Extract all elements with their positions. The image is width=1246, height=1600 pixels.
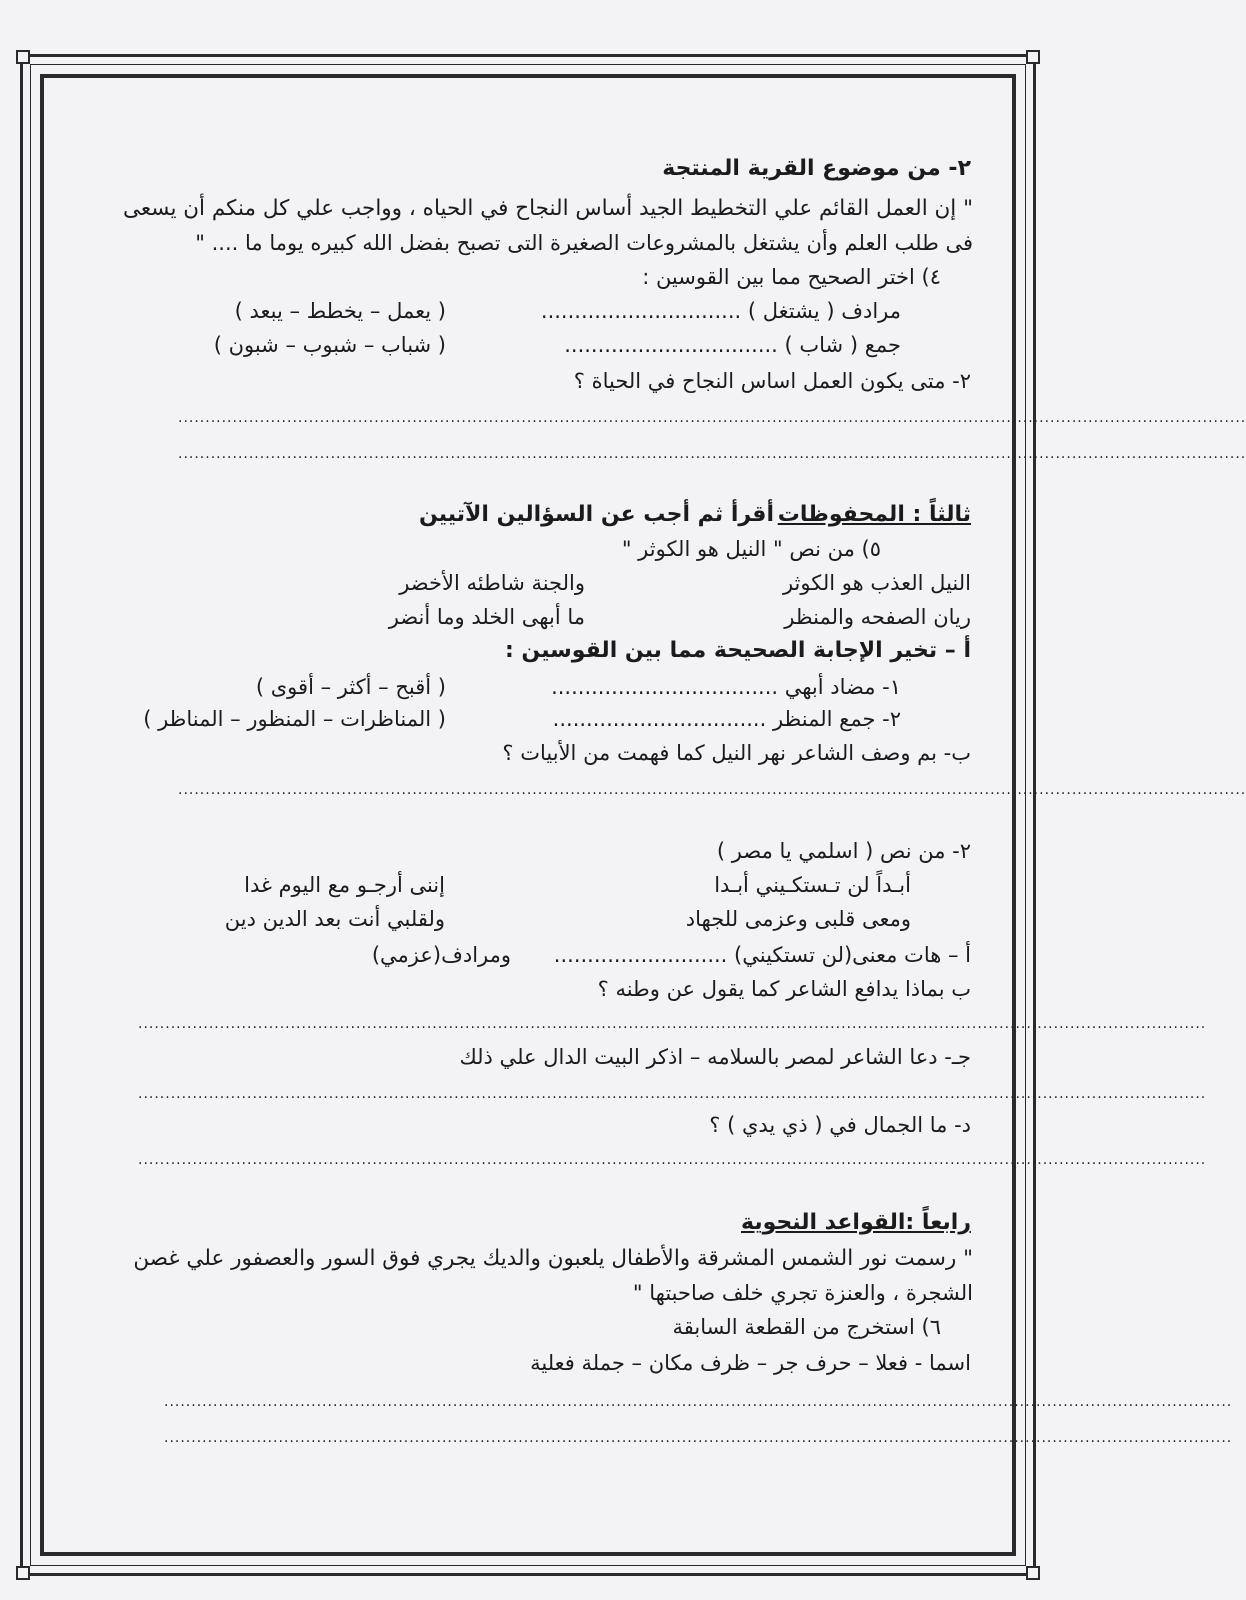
answer-line: .................................................................................................................................................................................................... [164, 1430, 1233, 1446]
question2-source: ٢- من نص ( اسلمي يا مصر ) [716, 839, 971, 863]
question4-item1: مرادف ( يشتغل ) .............................. [540, 299, 901, 323]
section1-passage-line2: فى طلب العلم وأن يشتغل بالمشروعات الصغيرة التى تصبح بفضل الله كبيره يوما ما .... " [195, 231, 973, 255]
question2-prompt: ٢- متى يكون العمل اساس النجاح في الحياة ؟ [573, 369, 971, 393]
section4-heading: رابعاً :القواعد النحوية [740, 1210, 971, 1235]
question4-item2: جمع ( شاب ) ................................ [564, 333, 901, 357]
question4-prompt: ٤) اختر الصحيح مما بين القوسين : [642, 265, 941, 289]
question5-source: ٥) من نص " النيل هو الكوثر " [621, 537, 881, 561]
question2-a-synonym: ومرادف(عزمي) [371, 943, 511, 967]
question6-items: اسما - فعلا – حرف جر – ظرف مكان – جملة فعلية [530, 1351, 971, 1375]
poem2-line1-left: إننى أرجـو مع اليوم غدا [244, 873, 445, 897]
poem2-line2-left: ولقلبي أنت بعد الدين دين [224, 907, 445, 931]
question6-prompt: ٦) استخرج من القطعة السابقة [672, 1315, 941, 1339]
subquestion-a-item2: ٢- جمع المنظر ................................ [552, 707, 901, 731]
answer-line: .................................................................................................................................................................................................... [138, 1086, 1207, 1102]
section1-passage-line1: " إن العمل القائم علي التخطيط الجيد أساس النجاح في الحياه ، وواجب علي كل منكم أن يسعى [122, 196, 973, 221]
section4-passage-line2: الشجرة ، والعنزة تجري خلف صاحبتها " [632, 1281, 973, 1305]
border-corner-bottom-right [1026, 1566, 1040, 1580]
answer-line: .................................................................................................................................................................................................... [164, 1394, 1233, 1410]
question2-c: جـ- دعا الشاعر لمصر بالسلامه – اذكر البيت الدال علي ذلك [459, 1045, 971, 1069]
question2-d: د- ما الجمال في ( ذي يدي ) ؟ [709, 1113, 971, 1137]
section1-heading: ٢- من موضوع القرية المنتجة [662, 156, 971, 181]
answer-line: .................................................................................................................................................................................................... [178, 410, 1246, 426]
poem2-line1-right: أبـداً لن تـستكـيني أبـدا [714, 873, 911, 897]
border-corner-bottom-left [16, 1566, 30, 1580]
subquestion-b: ب- بم وصف الشاعر نهر النيل كما فهمت من الأبيات ؟ [502, 741, 971, 765]
section4-passage-line1: " رسمت نور الشمس المشرقة والأطفال يلعبون والديك يجري فوق السور والعصفور علي غصن [133, 1246, 973, 1271]
question4-item2-choices: ( شباب – شبوب – شبون ) [213, 333, 446, 357]
poem1-line1-left: والجنة شاطئه الأخضر [399, 571, 585, 595]
answer-line: .................................................................................................................................................................................................... [178, 782, 1246, 798]
border-corner-top-left [16, 50, 30, 64]
subquestion-a-heading: أ – تخير الإجابة الصحيحة مما بين القوسين : [504, 638, 971, 663]
question4-item1-choices: ( يعمل – يخطط – يبعد ) [234, 299, 446, 323]
poem1-line2-left: ما أبهى الخلد وما أنضر [388, 605, 585, 629]
subquestion-a-item1-choices: ( أقبح – أكثر – أقوى ) [255, 675, 446, 699]
poem1-line1-right: النيل العذب هو الكوثر [782, 571, 971, 595]
subquestion-a-item1: ١- مضاد أبهي .................................. [551, 675, 901, 699]
question2-b: ب بماذا يدافع الشاعر كما يقول عن وطنه ؟ [597, 977, 971, 1001]
answer-line: .................................................................................................................................................................................................... [178, 446, 1246, 462]
section3-heading-label: ثالثاً : المحفوظات [777, 502, 971, 527]
answer-line: .................................................................................................................................................................................................... [138, 1152, 1207, 1168]
section3-heading-instruction: أقرأ ثم أجب عن السؤالين الآتيين [419, 502, 774, 527]
question2-a: أ – هات معنى(لن تستكيني) .......................... [553, 943, 971, 967]
subquestion-a-item2-choices: ( المناظرات – المنظور – المناظر ) [143, 707, 446, 731]
border-corner-top-right [1026, 50, 1040, 64]
answer-line: .................................................................................................................................................................................................... [138, 1016, 1207, 1032]
poem2-line2-right: ومعى قلبى وعزمى للجهاد [685, 907, 911, 931]
poem1-line2-right: ريان الصفحه والمنظر [784, 605, 971, 629]
